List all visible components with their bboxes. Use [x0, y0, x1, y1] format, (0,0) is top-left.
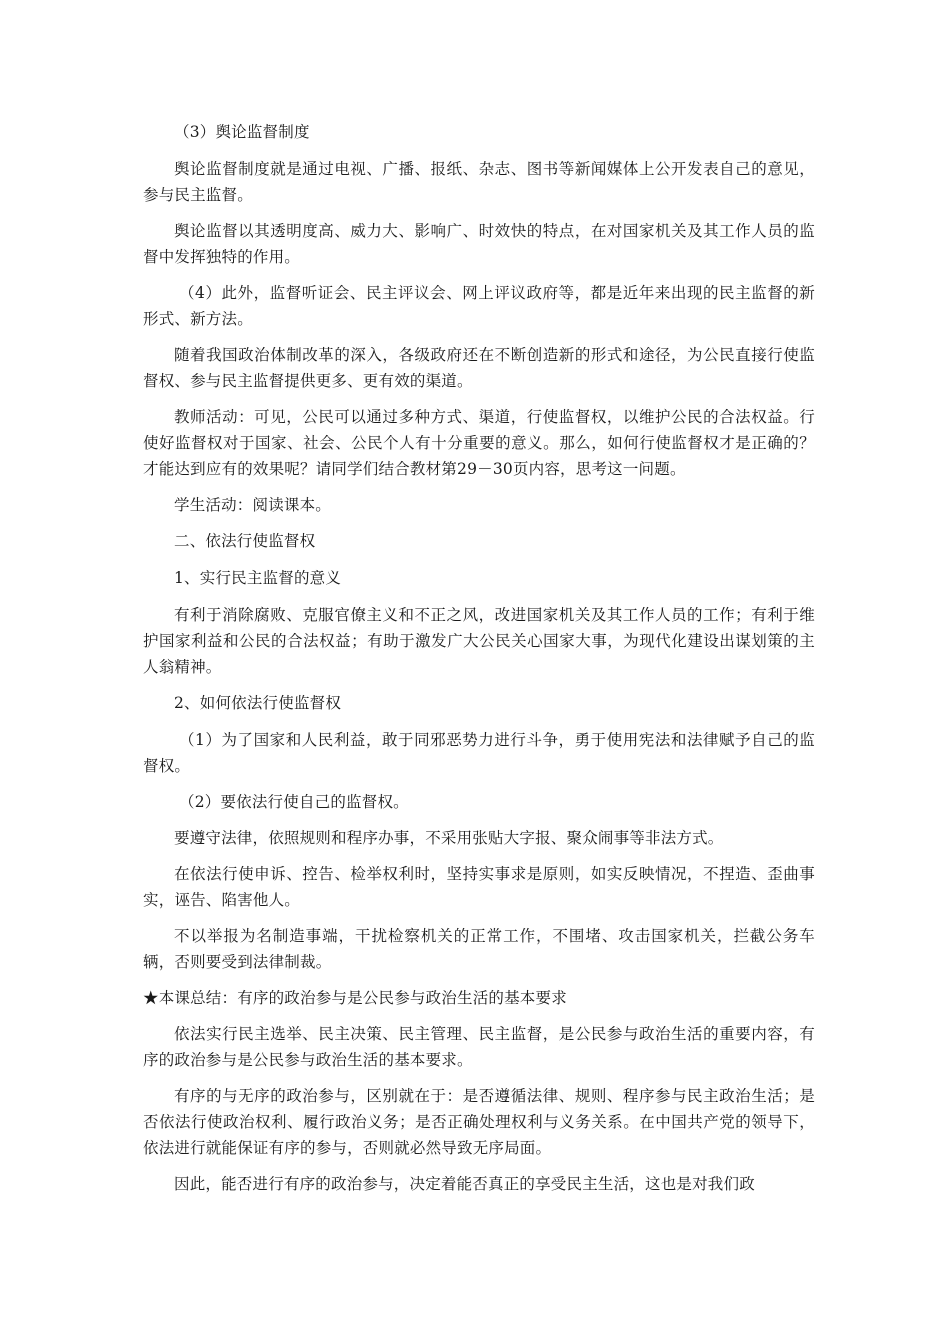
paragraph: 不以举报为名制造事端，干扰检察机关的正常工作，不围堵、攻击国家机关，拦截公务车辆，否则要受到法律制裁。: [143, 927, 815, 971]
section-heading-public-opinion: （3）舆论监督制度: [174, 123, 310, 141]
subheading-significance: 1、实行民主监督的意义: [174, 569, 342, 587]
paragraph-item-2: （2）要依法行使自己的监督权。: [179, 793, 409, 811]
paragraph: 在依法行使申诉、控告、检举权利时，坚持实事求是原则，如实反映情况，不捏造、歪曲事实，诬告、陷害他人。: [143, 865, 815, 909]
student-activity: 学生活动：阅读课本。: [174, 496, 332, 514]
section-heading-2: 二、依法行使监督权: [174, 532, 316, 550]
subheading-how-to: 2、如何依法行使监督权: [174, 694, 342, 712]
paragraph: 随着我国政治体制改革的深入，各级政府还在不断创造新的形式和途径，为公民直接行使监督权、参与民主监督提供更多、更有效的渠道。: [143, 346, 815, 390]
paragraph: 要遵守法律，依照规则和程序办事，不采用张贴大字报、聚众闹事等非法方式。: [174, 829, 724, 847]
paragraph: 舆论监督制度就是通过电视、广播、报纸、杂志、图书等新闻媒体上公开发表自己的意见，参与民主监督。: [143, 160, 815, 204]
lesson-summary-heading: ★本课总结：有序的政治参与是公民参与政治生活的基本要求: [143, 989, 567, 1007]
paragraph-item-4: （4）此外，监督听证会、民主评议会、网上评议政府等，都是近年来出现的民主监督的新形式、新方法。: [143, 284, 815, 328]
paragraph: 依法实行民主选举、民主决策、民主管理、民主监督，是公民参与政治生活的重要内容，有序的政治参与是公民参与政治生活的基本要求。: [143, 1025, 815, 1069]
paragraph: 有序的与无序的政治参与，区别就在于：是否遵循法律、规则、程序参与民主政治生活；是否依法行使政治权利、履行政治义务；是否正确处理权利与义务关系。在中国共产党的领导下，依法进行就能保证有序的参与，否则就必然导致无序局面。: [143, 1087, 815, 1157]
paragraph: 有利于消除腐败、克服官僚主义和不正之风，改进国家机关及其工作人员的工作；有利于维护国家利益和公民的合法权益；有助于激发广大公民关心国家大事，为现代化建设出谋划策的主人翁精神。: [143, 606, 815, 676]
paragraph: 舆论监督以其透明度高、威力大、影响广、时效快的特点，在对国家机关及其工作人员的监督中发挥独特的作用。: [143, 222, 815, 266]
paragraph-truncated: 因此，能否进行有序的政治参与，决定着能否真正的享受民主生活，这也是对我们政: [174, 1175, 755, 1193]
document-body: [143, 119, 815, 1207]
paragraph-item-1: （1）为了国家和人民利益，敢于同邪恶势力进行斗争，勇于使用宪法和法律赋予自己的监督权。: [143, 731, 815, 775]
teacher-activity: 教师活动：可见，公民可以通过多种方式、渠道，行使监督权，以维护公民的合法权益。行使好监督权对于国家、社会、公民个人有十分重要的意义。那么，如何行使监督权才是正确的？才能达到应有的效果呢？请同学们结合教材第29－30页内容，思考这一问题。: [143, 408, 815, 478]
